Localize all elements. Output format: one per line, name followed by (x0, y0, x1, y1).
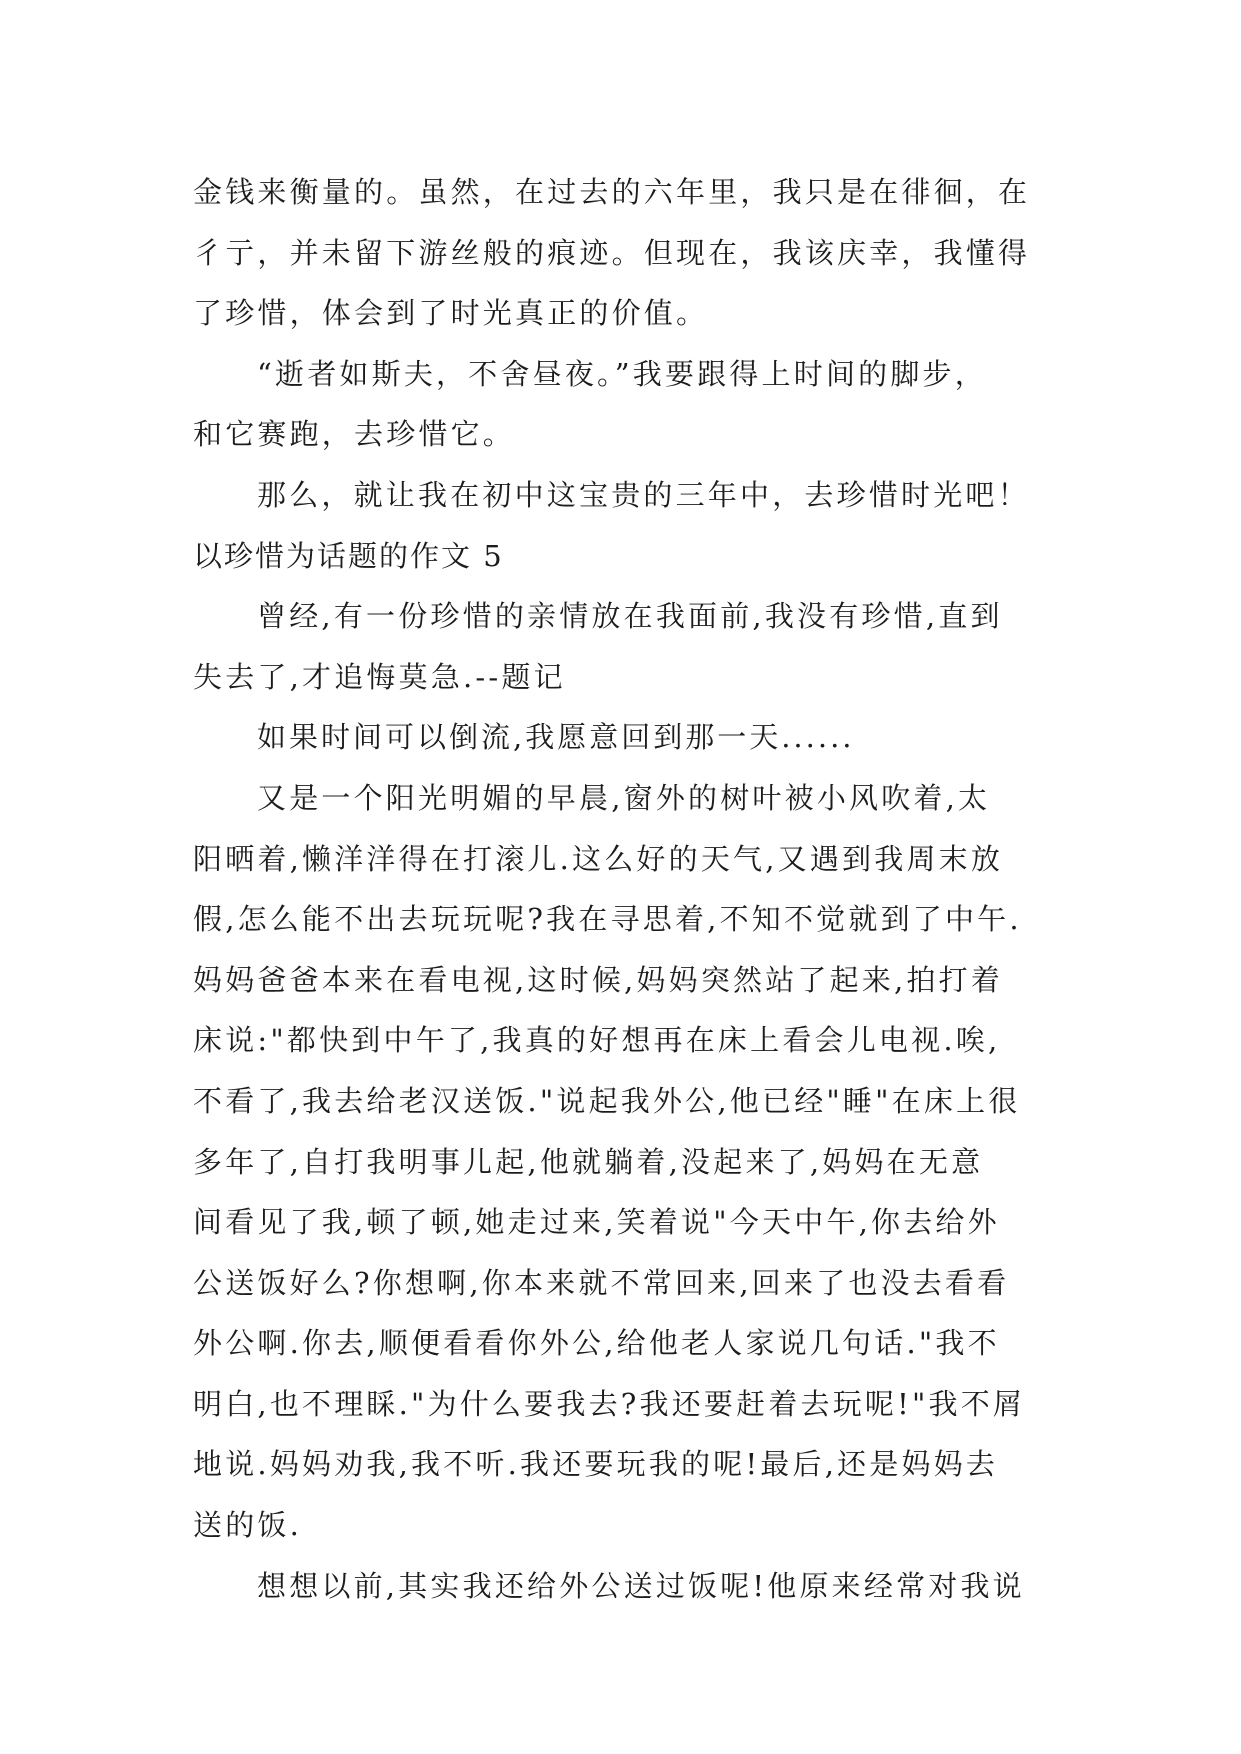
text-line: 多年了,自打我明事儿起,他就躺着,没起来了,妈妈在无意 (193, 1144, 984, 1179)
text-line: 间看见了我,顿了顿,她走过来,笑着说"今天中午,你去给外 (193, 1205, 1000, 1240)
paragraph-start: 如果时间可以倒流,我愿意回到那一天...... (257, 720, 855, 755)
essay-heading: 以珍惜为话题的作文 5 (193, 538, 504, 573)
document-body (193, 162, 1063, 1616)
text-line: 不看了,我去给老汉送饭."说起我外公,他已经"睡"在床上很 (193, 1083, 1021, 1118)
text-line: 床说:"都快到中午了,我真的好想再在床上看会儿电视.唉, (193, 1023, 1001, 1058)
text-line: 外公啊.你去,顺便看看你外公,给他老人家说几句话."我不 (193, 1326, 1000, 1361)
text-line: 阳晒着,懒洋洋得在打滚儿.这么好的天气,又遇到我周末放 (193, 841, 1004, 876)
text-line: 公送饭好么?你想啊,你本来就不常回来,回来了也没去看看 (193, 1265, 1010, 1300)
text-line: 了珍惜，体会到了时光真正的价值。 (193, 296, 709, 331)
text-line: 地说.妈妈劝我,我不听.我还要玩我的呢!最后,还是妈妈去 (193, 1447, 999, 1482)
text-line: 彳亍，并未留下游丝般的痕迹。但现在，我该庆幸，我懂得 (193, 235, 1031, 270)
text-line: 送的饭. (193, 1508, 303, 1543)
text-line: 和它赛跑，去珍惜它。 (193, 417, 516, 452)
text-line: 假,怎么能不出去玩玩呢?我在寻思着,不知不觉就到了中午. (193, 902, 1022, 937)
paragraph-start: 那么，就让我在初中这宝贵的三年中，去珍惜时光吧！ (257, 477, 1030, 512)
text-line: 金钱来衡量的。虽然，在过去的六年里，我只是在徘徊，在 (193, 175, 1031, 209)
paragraph-start: 想想以前,其实我还给外公送过饭呢!他原来经常对我说 (257, 1568, 1025, 1603)
paragraph-start: “逝者如斯夫，不舍昼夜。”我要跟得上时间的脚步， (257, 356, 987, 391)
text-line: 失去了,才追悔莫急.--题记 (193, 659, 566, 694)
text-line: 妈妈爸爸本来在看电视,这时候,妈妈突然站了起来,拍打着 (193, 962, 1004, 997)
paragraph-start: 又是一个阳光明媚的早晨,窗外的树叶被小风吹着,太 (257, 780, 991, 815)
paragraph-start: 曾经,有一份珍惜的亲情放在我面前,我没有珍惜,直到 (257, 599, 1003, 634)
text-line: 明白,也不理睬."为什么要我去?我还要赶着去玩呢!"我不屑 (193, 1386, 1026, 1421)
